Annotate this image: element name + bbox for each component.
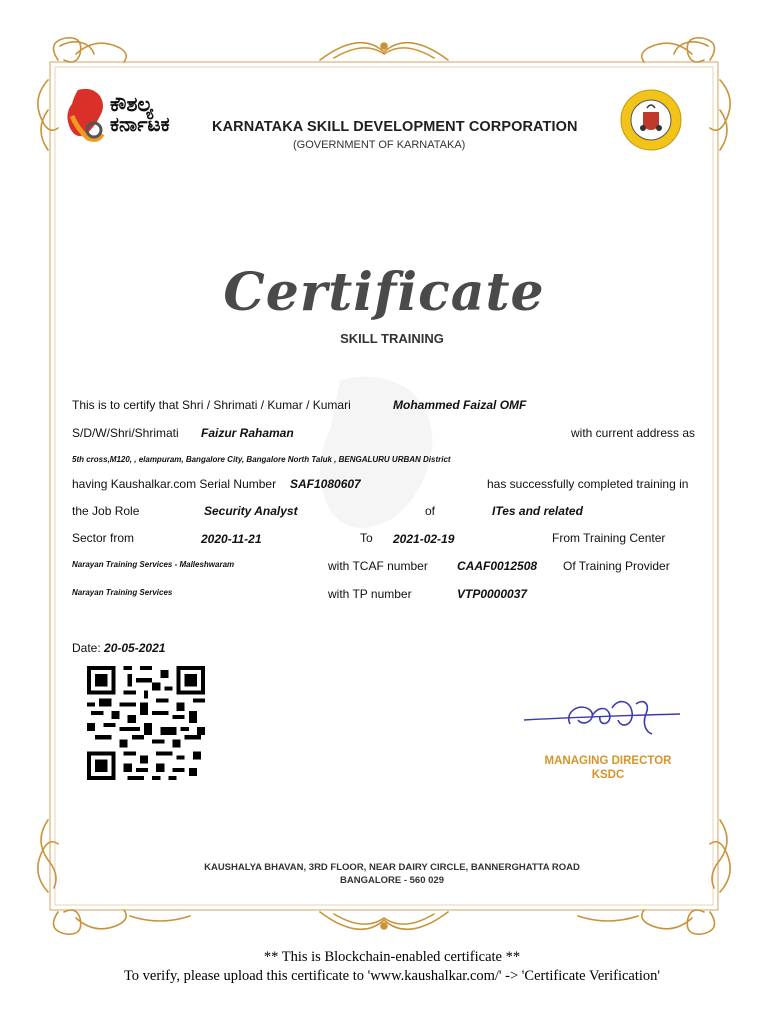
from-date: 2020-11-21 bbox=[201, 532, 262, 546]
serial-number: SAF1080607 bbox=[290, 477, 361, 491]
completed-label: has successfully completed training in bbox=[487, 477, 689, 491]
serial-label: having Kaushalkar.com Serial Number bbox=[72, 477, 277, 491]
certificate-title: Certificate bbox=[223, 262, 545, 323]
tp-label: with TP number bbox=[328, 587, 412, 601]
date-label: Date: bbox=[72, 641, 101, 655]
to-date: 2021-02-19 bbox=[393, 532, 455, 546]
logo-text-line2: ಕರ್ನಾಟಕ bbox=[110, 112, 170, 136]
signatory-org: KSDC bbox=[591, 769, 625, 781]
recipient-name: Mohammed Faizal OMF bbox=[393, 398, 527, 412]
signatory-title: MANAGING DIRECTOR bbox=[544, 755, 672, 767]
relation-name: Faizur Rahaman bbox=[201, 426, 294, 440]
qr-code bbox=[86, 666, 206, 780]
org-name: KARNATAKA SKILL DEVELOPMENT CORPORATION bbox=[212, 119, 578, 135]
footer-address-line2: BANGALORE - 560 029 bbox=[339, 875, 444, 886]
blockchain-note: ** This is Blockchain-enabled certificate ** bbox=[263, 949, 521, 965]
government-seal-icon bbox=[619, 88, 683, 152]
sector-from-label: Sector from bbox=[72, 531, 135, 545]
certify-label: This is to certify that Shri / Shrimati / Kumar / Kumari bbox=[72, 398, 351, 412]
org-sub: (GOVERNMENT OF KARNATAKA) bbox=[293, 139, 466, 151]
training-provider: Narayan Training Services bbox=[72, 588, 173, 597]
certificate-subtitle: SKILL TRAINING bbox=[340, 331, 444, 346]
date-row bbox=[72, 641, 165, 655]
address-value: 5th cross,M120, , elampuram, Bangalore City, Bangalore North Taluk , BENGALURU URBAN District bbox=[72, 455, 451, 464]
center-label: From Training Center bbox=[552, 531, 666, 545]
signature-mark bbox=[520, 690, 685, 750]
footer-address-line1: KAUSHALYA BHAVAN, 3RD FLOOR, NEAR DAIRY CIRCLE, BANNERGHATTA ROAD bbox=[204, 862, 580, 873]
job-role: Security Analyst bbox=[204, 504, 298, 518]
relation-label: S/D/W/Shri/Shrimati bbox=[72, 426, 179, 440]
tcaf-number: CAAF0012508 bbox=[457, 559, 538, 573]
of-label: of bbox=[425, 504, 436, 518]
to-label: To bbox=[360, 531, 373, 545]
address-label: with current address as bbox=[571, 426, 696, 440]
sector-name: ITes and related bbox=[492, 504, 583, 518]
logo-text-line1: ಕೌಶಲ್ಯ bbox=[110, 92, 154, 116]
issue-date: 20-05-2021 bbox=[104, 641, 166, 655]
tcaf-label: with TCAF number bbox=[328, 559, 428, 573]
tp-number: VTP0000037 bbox=[457, 587, 528, 601]
training-center: Narayan Training Services - Malleshwaram bbox=[72, 560, 235, 569]
verification-note: To verify, please upload this certificate to 'www.kaushalkar.com/' -> 'Certificate Verification' bbox=[123, 968, 661, 984]
kaushalya-karnataka-logo bbox=[64, 86, 214, 142]
provider-label: Of Training Provider bbox=[563, 559, 670, 573]
job-role-label: the Job Role bbox=[72, 504, 140, 518]
karnataka-map-logo-icon bbox=[64, 86, 108, 142]
